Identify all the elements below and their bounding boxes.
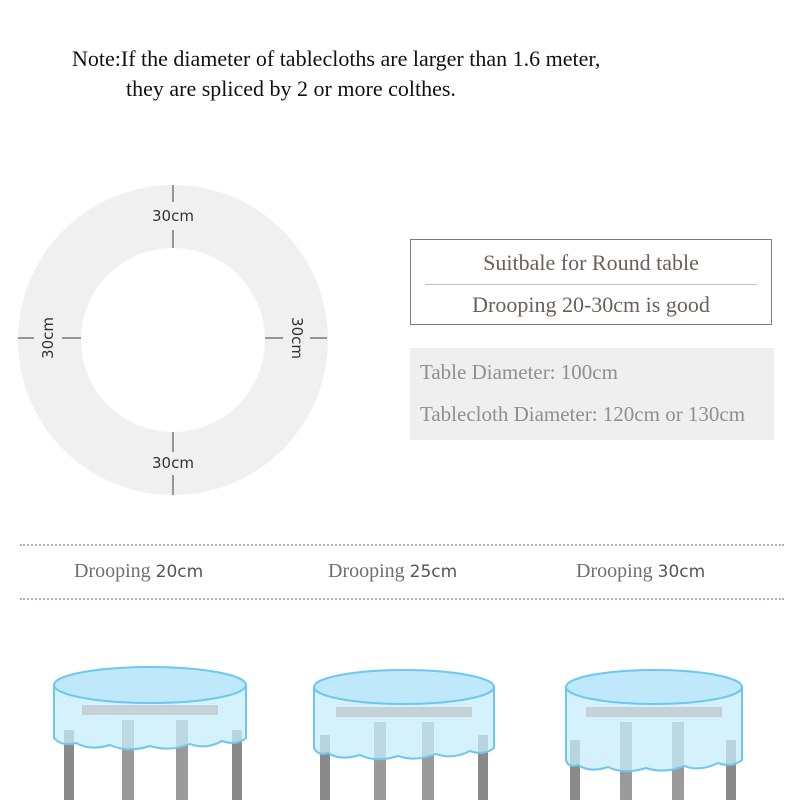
ring-svg: [0, 170, 350, 510]
table-apron: [336, 707, 472, 717]
ring-left-label: 30cm: [39, 317, 57, 359]
info-box-title: Suitbale for Round table: [483, 250, 699, 275]
drooping-label-3: [576, 560, 705, 583]
drooping-word: Drooping: [328, 560, 405, 582]
diameter-box: [410, 348, 774, 440]
drooping-value: 30cm: [657, 562, 706, 582]
separator-bottom: [20, 598, 784, 600]
table-illustrations: [0, 610, 800, 800]
drooping-label-2: [328, 560, 457, 583]
drooping-value: 20cm: [155, 562, 204, 582]
tablecloth-top: [54, 667, 246, 703]
table-apron: [82, 705, 218, 715]
note-text: [72, 44, 600, 104]
tablecloth-top: [566, 670, 742, 704]
tables-svg: [0, 610, 800, 800]
drooping-label-1: [74, 560, 203, 583]
tablecloth-diameter-text: Tablecloth Diameter: 120cm or 130cm: [420, 402, 746, 426]
drooping-word: Drooping: [576, 560, 653, 582]
table-diameter-text: Table Diameter: 100cm: [420, 360, 618, 384]
inner-table-circle: [81, 248, 265, 432]
ring-bottom-label: 30cm: [152, 454, 194, 472]
info-box-divider: [425, 284, 757, 285]
table-apron: [586, 707, 722, 717]
suitable-info-box: [410, 239, 772, 325]
table-illustration-30cm: [566, 670, 742, 800]
note-line-1: Note:If the diameter of tablecloths are larger than 1.6 meter,: [72, 46, 601, 71]
table-illustration-20cm: [54, 667, 246, 800]
ring-right-label: 30cm: [288, 317, 306, 359]
table-illustration-25cm: [314, 670, 494, 800]
separator-top: [20, 544, 784, 546]
tablecloth-top: [314, 670, 494, 704]
note-line-2: they are spliced by 2 or more colthes.: [126, 76, 456, 101]
drooping-value: 25cm: [409, 562, 458, 582]
info-box-subtitle: Drooping 20-30cm is good: [472, 292, 710, 317]
drooping-word: Drooping: [74, 560, 151, 582]
ring-top-label: 30cm: [152, 207, 194, 225]
ring-diagram: [0, 170, 350, 510]
